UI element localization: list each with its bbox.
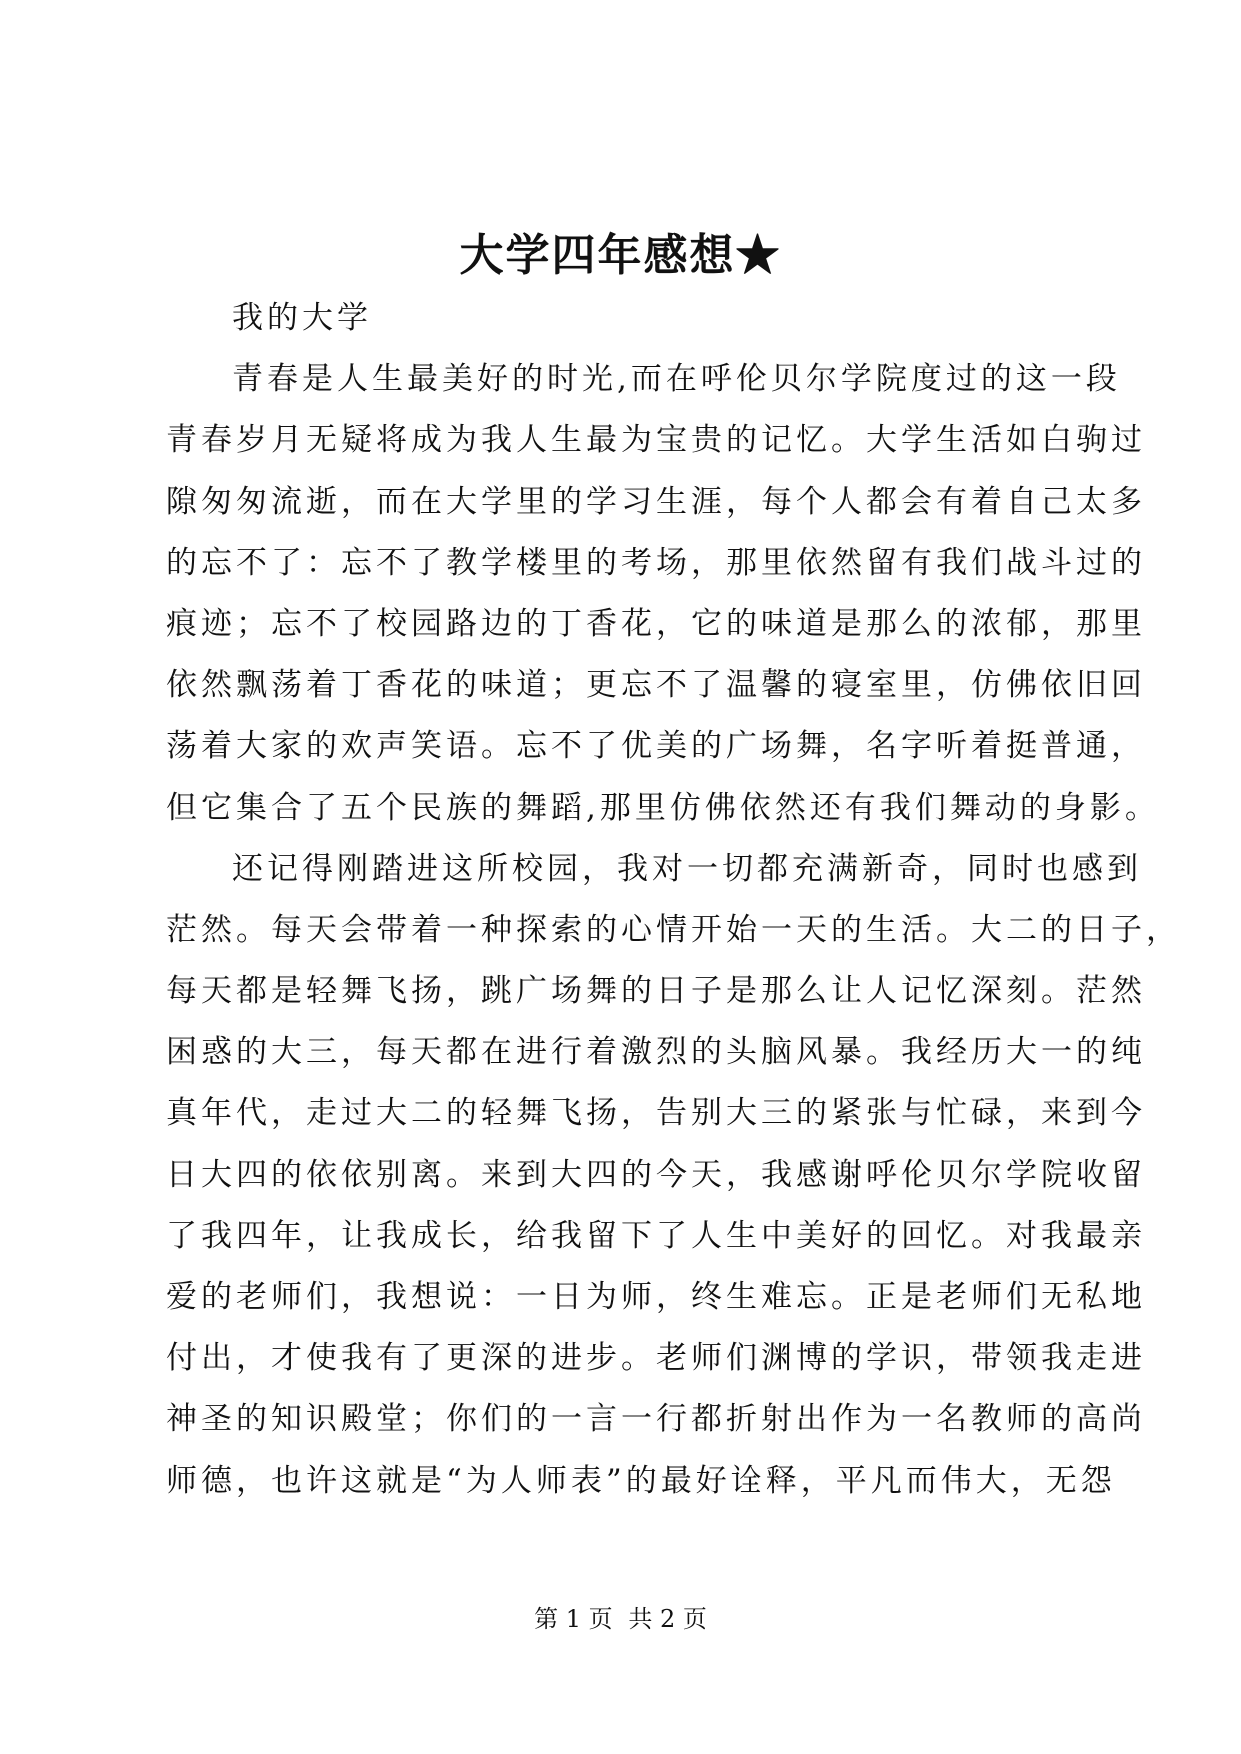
subtitle-line: 我的大学: [232, 300, 372, 336]
page-total: 共 2 页: [628, 1605, 707, 1633]
paragraph-line: 真年代，走过大二的轻舞飞扬，告别大三的紧张与忙碌，来到今: [166, 1095, 1146, 1132]
paragraph-line: 付出，才使我有了更深的进步。老师们渊博的学识，带领我走进: [166, 1340, 1146, 1377]
paragraph-line: 每天都是轻舞飞扬，跳广场舞的日子是那么让人记忆深刻。茫然: [166, 973, 1146, 1010]
paragraph-line: 荡着大家的欢声笑语。忘不了优美的广场舞，名字听着挺普通，: [166, 728, 1146, 765]
paragraph-line: 师德，也许这就是“为人师表”的最好诠释，平凡而伟大，无怨: [166, 1462, 1116, 1499]
paragraph-line: 但它集合了五个民族的舞蹈,那里仿佛依然还有我们舞动的身影。: [166, 789, 1160, 826]
paragraph-line: 的忘不了：忘不了教学楼里的考场，那里依然留有我们战斗过的: [166, 544, 1146, 581]
paragraph-line: 依然飘荡着丁香花的味道；更忘不了温馨的寝室里，仿佛依旧回: [166, 667, 1146, 704]
paragraph-line: 青春岁月无疑将成为我人生最为宝贵的记忆。大学生活如白驹过: [166, 422, 1146, 459]
paragraph-line: 困惑的大三，每天都在进行着激烈的头脑风暴。我经历大一的纯: [166, 1034, 1146, 1071]
page-footer: [0, 1604, 1241, 1634]
paragraph-line: 爱的老师们，我想说：一日为师，终生难忘。正是老师们无私地: [166, 1279, 1146, 1315]
document-body: [166, 288, 1181, 1512]
paragraph-line: 日大四的依依别离。来到大四的今天，我感谢呼伦贝尔学院收留: [166, 1156, 1146, 1193]
paragraph-line: 神圣的知识殿堂；你们的一言一行都折射出作为一名教师的高尚: [166, 1401, 1146, 1438]
page-number: 第 1 页: [534, 1605, 613, 1633]
paragraph-line: 了我四年，让我成长，给我留下了人生中美好的回忆。对我最亲: [166, 1217, 1146, 1254]
paragraph-line: 茫然。每天会带着一种探索的心情开始一天的生活。大二的日子，: [166, 911, 1181, 948]
paragraph-line: 痕迹；忘不了校园路边的丁香花，它的味道是那么的浓郁，那里: [166, 605, 1146, 642]
document-title: 大学四年感想★: [459, 230, 782, 281]
paragraph-line: 青春是人生最美好的时光,而在呼伦贝尔学院度过的这一段: [232, 361, 1121, 398]
paragraph-line: 隙匆匆流逝，而在大学里的学习生涯，每个人都会有着自己太多: [166, 483, 1146, 520]
paragraph-line: 还记得刚踏进这所校园，我对一切都充满新奇，同时也感到: [232, 850, 1142, 887]
